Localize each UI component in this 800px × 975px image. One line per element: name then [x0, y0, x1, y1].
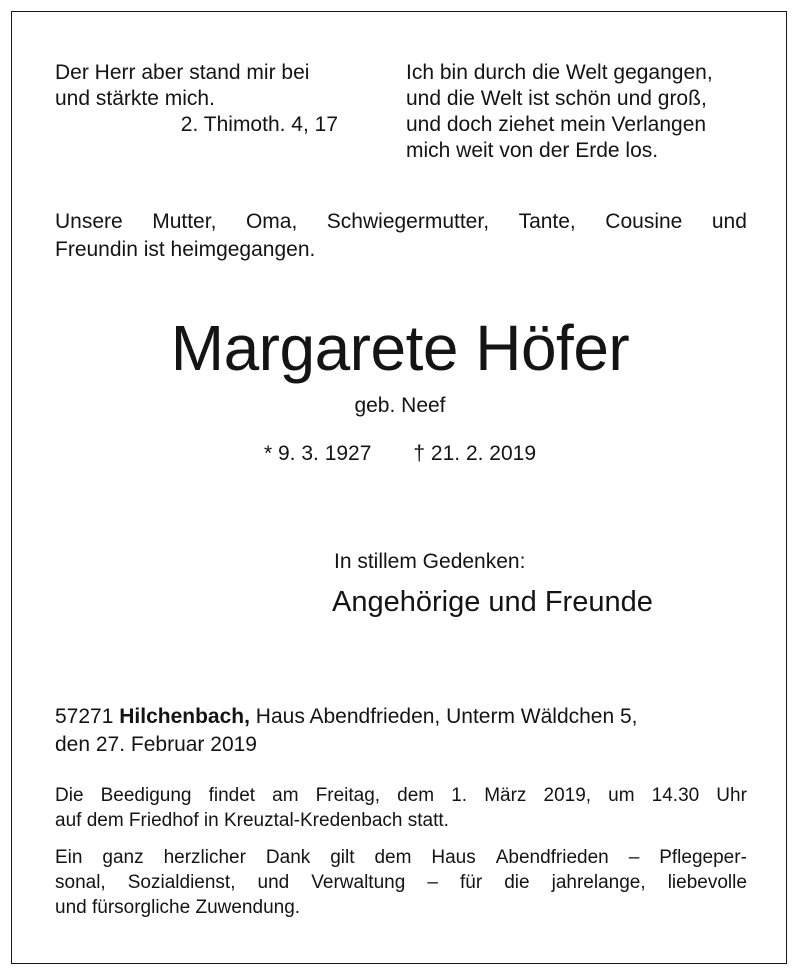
- word: dem: [374, 847, 412, 868]
- postal-code: 57271: [55, 705, 114, 728]
- burial-info: [55, 783, 747, 833]
- word: sonal,: [55, 872, 106, 893]
- word: und: [711, 210, 747, 233]
- word: dem: [397, 785, 435, 806]
- word: findet: [208, 785, 256, 806]
- burial-line: auf dem Friedhof in Kreuztal-Kredenbach statt.: [55, 810, 449, 831]
- word: 2019,: [543, 785, 592, 806]
- deceased-name: Margarete Höfer: [170, 312, 630, 384]
- announcement-line: Freundin ist heimgegangen.: [55, 238, 316, 261]
- word: ganz: [102, 847, 144, 868]
- bible-verse-reference: 2. Thimoth. 4, 17: [180, 113, 338, 136]
- burial-line: [55, 783, 747, 808]
- word: Oma,: [245, 210, 298, 233]
- poem-line: mich weit von der Erde los.: [406, 139, 659, 162]
- word: –: [628, 847, 640, 868]
- announcement-text: [55, 208, 747, 264]
- word: Pflegeper-: [659, 847, 747, 868]
- word: Schwiegermutter,: [326, 210, 490, 233]
- word: Uhr: [716, 785, 747, 806]
- birth-date: * 9. 3. 1927: [263, 442, 372, 465]
- notice-date: den 27. Februar 2019: [55, 733, 257, 756]
- city: Hilchenbach,: [119, 705, 250, 728]
- poem: [406, 60, 766, 164]
- address: Haus Abendfrieden, Unterm Wäldchen 5,: [255, 705, 638, 728]
- mourners-names: Angehörige und Freunde: [332, 586, 653, 618]
- word: 1.: [451, 785, 468, 806]
- word: gilt: [330, 847, 355, 868]
- word: Sozialdienst,: [127, 872, 236, 893]
- word: –: [427, 872, 438, 893]
- word: Unsere: [55, 210, 123, 233]
- announcement-line: [55, 208, 747, 236]
- memory-label: In stillem Gedenken:: [334, 550, 526, 573]
- bible-verse-line: und stärkte mich.: [55, 87, 215, 110]
- word: Ein: [55, 847, 83, 868]
- poem-line: und die Welt ist schön und groß,: [406, 87, 707, 110]
- word: Haus: [431, 847, 476, 868]
- word: Die: [55, 785, 84, 806]
- place-and-date: [55, 703, 755, 759]
- address-line: [55, 703, 755, 731]
- word: Tante,: [518, 210, 576, 233]
- word: Verwaltung: [311, 872, 406, 893]
- word: die: [504, 872, 530, 893]
- death-date: † 21. 2. 2019: [413, 442, 537, 465]
- word: und: [257, 872, 290, 893]
- word: Abendfrieden: [495, 847, 609, 868]
- thanks-text: [55, 845, 747, 920]
- thanks-line: [55, 870, 747, 895]
- poem-line: und doch ziehet mein Verlangen: [406, 113, 707, 136]
- bible-verse-line: Der Herr aber stand mir bei: [55, 61, 310, 84]
- word: um: [608, 785, 635, 806]
- word: herzlicher: [163, 847, 246, 868]
- word: für: [459, 872, 483, 893]
- life-dates: [0, 440, 800, 468]
- poem-line: Ich bin durch die Welt gegangen,: [406, 61, 713, 84]
- maiden-name: geb. Neef: [354, 394, 446, 417]
- word: Beedigung: [100, 785, 192, 806]
- word: 14.30: [651, 785, 700, 806]
- word: Cousine: [605, 210, 683, 233]
- word: Dank: [265, 847, 311, 868]
- word: Mutter,: [152, 210, 217, 233]
- thanks-line: [55, 845, 747, 870]
- word: liebevolle: [667, 872, 747, 893]
- thanks-line: und fürsorgliche Zuwendung.: [55, 897, 301, 918]
- word: jahrelange,: [551, 872, 646, 893]
- bible-verse: [55, 60, 345, 138]
- word: am: [272, 785, 299, 806]
- word: März: [484, 785, 527, 806]
- word: Freitag,: [315, 785, 381, 806]
